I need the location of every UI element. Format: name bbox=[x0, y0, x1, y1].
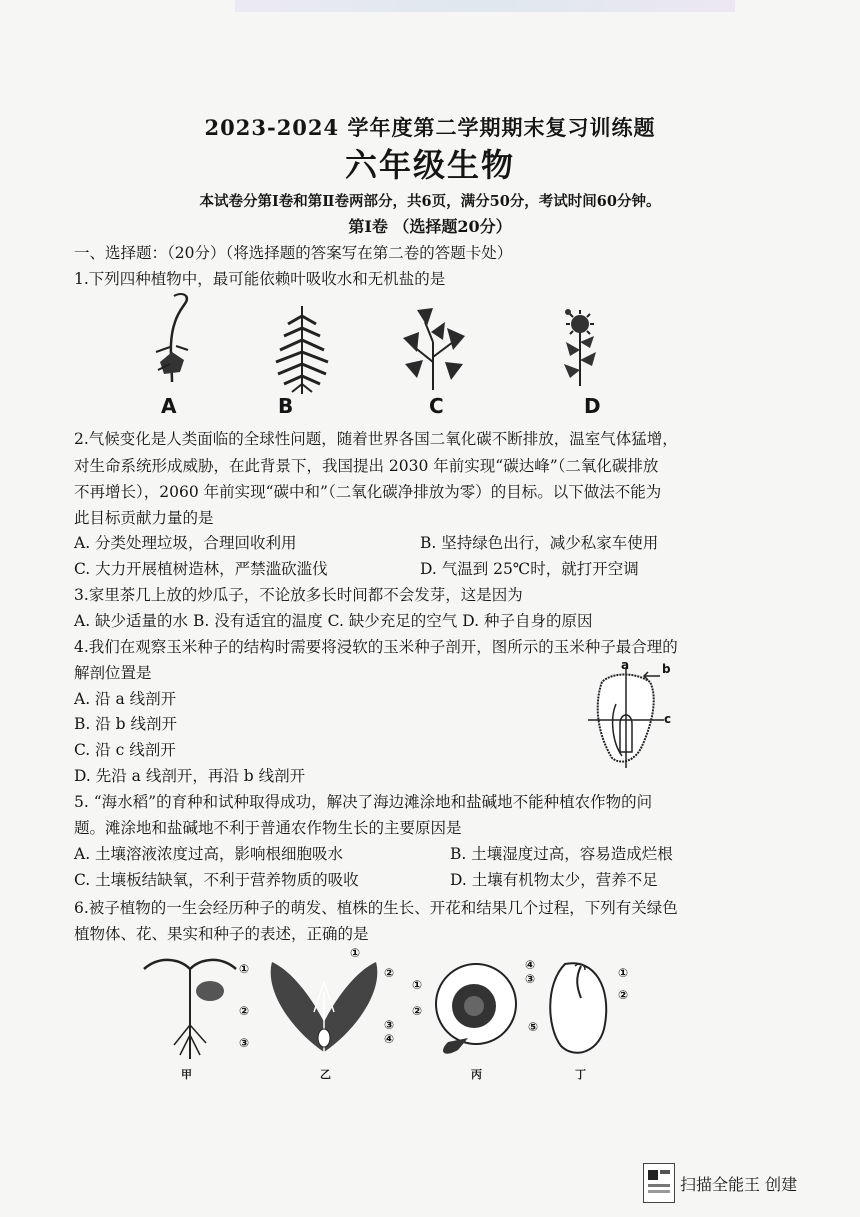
q3-options: A. 缺少适量的水 B. 没有适宜的温度 C. 缺少充足的空气 D. 种子自身的原因 bbox=[74, 612, 593, 630]
q5-option-a: A. 土壤溶液浓度过高，影响根细胞吸水 bbox=[74, 845, 344, 863]
section-title: 第Ⅰ卷 （选择题20分） bbox=[348, 217, 512, 236]
q2-option-a: A. 分类处理垃圾，合理回收利用 bbox=[74, 534, 297, 552]
q5-option-c: C. 土壤板结缺氧，不利于营养物质的吸收 bbox=[74, 871, 359, 889]
q4-option-b: B. 沿 b 线剖开 bbox=[74, 715, 178, 733]
ding-marker-1: ① bbox=[618, 966, 629, 980]
q2-stem-line: 2.气候变化是人类面临的全球性问题，随着世界各国二氧化碳不断排放，温室气体猛增， bbox=[74, 430, 678, 448]
q2-option-b: B. 坚持绿色出行，减少私家车使用 bbox=[420, 534, 659, 552]
yi-marker-3: ③ bbox=[384, 1018, 395, 1032]
exam-meta: 本试卷分第Ⅰ卷和第Ⅱ卷两部分，共6页，满分50分，考试时间60分钟。 bbox=[199, 193, 661, 210]
q2-stem-line: 此目标贡献力量的是 bbox=[74, 509, 214, 527]
yi-marker-1: ① bbox=[350, 946, 361, 960]
scanner-logo-icon bbox=[643, 1163, 675, 1203]
ding-marker-2: ② bbox=[618, 988, 629, 1002]
figure-label-jia: 甲 bbox=[181, 1068, 192, 1081]
plant-a-figure bbox=[150, 292, 200, 392]
plant-c-label: C bbox=[429, 394, 444, 418]
q4-option-a: A. 沿 a 线剖开 bbox=[74, 690, 177, 708]
ding-marker-3: ③ bbox=[525, 972, 536, 986]
jia-marker-1: ① bbox=[239, 962, 250, 976]
corn-seed-figure bbox=[586, 668, 676, 768]
plant-a-label: A bbox=[161, 394, 177, 418]
figure-label-ding: 丁 bbox=[575, 1068, 586, 1081]
exam-title: 2023-2024 学年度第二学期期末复习训练题 bbox=[204, 115, 656, 140]
seed-label-c: c bbox=[664, 712, 672, 726]
yi-marker-4: ④ bbox=[384, 1032, 395, 1046]
q2-stem-line: 不再增长），2060 年前实现“碳中和”（二氧化碳净排放为零）的目标。以下做法不能为 bbox=[74, 483, 662, 501]
seed-label-a: a bbox=[621, 658, 630, 672]
plant-b-label: B bbox=[278, 394, 294, 418]
q4-stem-line: 4.我们在观察玉米种子的结构时需要将浸软的玉米种子剖开，图所示的玉米种子最合理的 bbox=[74, 638, 678, 656]
plant-c-figure bbox=[395, 302, 470, 392]
scanner-watermark: 扫描全能王 创建 bbox=[680, 1175, 798, 1194]
bing-marker-2: ② bbox=[412, 1004, 423, 1018]
bing-marker-1: ① bbox=[412, 978, 423, 992]
plant-b-figure bbox=[262, 296, 342, 396]
figure-jia-plant bbox=[140, 955, 240, 1063]
q2-option-c: C. 大力开展植树造林，严禁滥砍滥伐 bbox=[74, 560, 328, 578]
seed-label-b: b bbox=[662, 662, 671, 676]
figure-ding-seed bbox=[545, 958, 615, 1062]
q5-stem-line: 题。滩涂地和盐碱地不利于普通农作物生长的主要原因是 bbox=[74, 819, 462, 837]
q2-stem-line: 对生命系统形成威胁，在此背景下，我国提出 2030 年前实现“碳达峰”（二氧化碳排放 bbox=[74, 457, 659, 475]
q1-stem: 1.下列四种植物中，最可能依赖叶吸收水和无机盐的是 bbox=[74, 270, 446, 288]
q4-option-d: D. 先沿 a 线剖开，再沿 b 线剖开 bbox=[74, 767, 306, 785]
jia-marker-2: ② bbox=[239, 1004, 250, 1018]
q5-option-d: D. 土壤有机物太少，营养不足 bbox=[450, 871, 658, 889]
figure-bing-fruit bbox=[428, 960, 524, 1060]
exam-subject: 六年级生物 bbox=[344, 146, 515, 184]
jia-marker-3: ③ bbox=[239, 1036, 250, 1050]
yi-marker-2: ② bbox=[384, 966, 395, 980]
ding-marker-5: ⑤ bbox=[528, 1020, 539, 1034]
q2-option-d: D. 气温到 25℃时，就打开空调 bbox=[420, 560, 639, 578]
q5-stem-line: 5. “海水稻”的育种和试种取得成功，解决了海边滩涂地和盐碱地不能种植农作物的问 bbox=[74, 793, 653, 811]
figure-label-bing: 丙 bbox=[471, 1068, 482, 1081]
q3-stem: 3.家里茶几上放的炒瓜子，不论放多长时间都不会发芽，这是因为 bbox=[74, 586, 523, 604]
plant-d-figure bbox=[556, 306, 606, 388]
part1-heading: 一、选择题：（20分）（将选择题的答案写在第二卷的答题卡处） bbox=[74, 244, 513, 262]
q6-stem-line: 6.被子植物的一生会经历种子的萌发、植株的生长、开花和结果几个过程，下列有关绿色 bbox=[74, 899, 678, 917]
q4-stem-line: 解剖位置是 bbox=[74, 664, 152, 682]
figure-label-yi: 乙 bbox=[320, 1068, 331, 1081]
figure-yi-flower bbox=[264, 952, 384, 1062]
ding-marker-4: ④ bbox=[525, 958, 536, 972]
q6-stem-line: 植物体、花、果实和种子的表述，正确的是 bbox=[74, 925, 369, 943]
q4-option-c: C. 沿 c 线剖开 bbox=[74, 741, 176, 759]
q5-option-b: B. 土壤湿度过高，容易造成烂根 bbox=[450, 845, 673, 863]
plant-d-label: D bbox=[584, 394, 601, 418]
